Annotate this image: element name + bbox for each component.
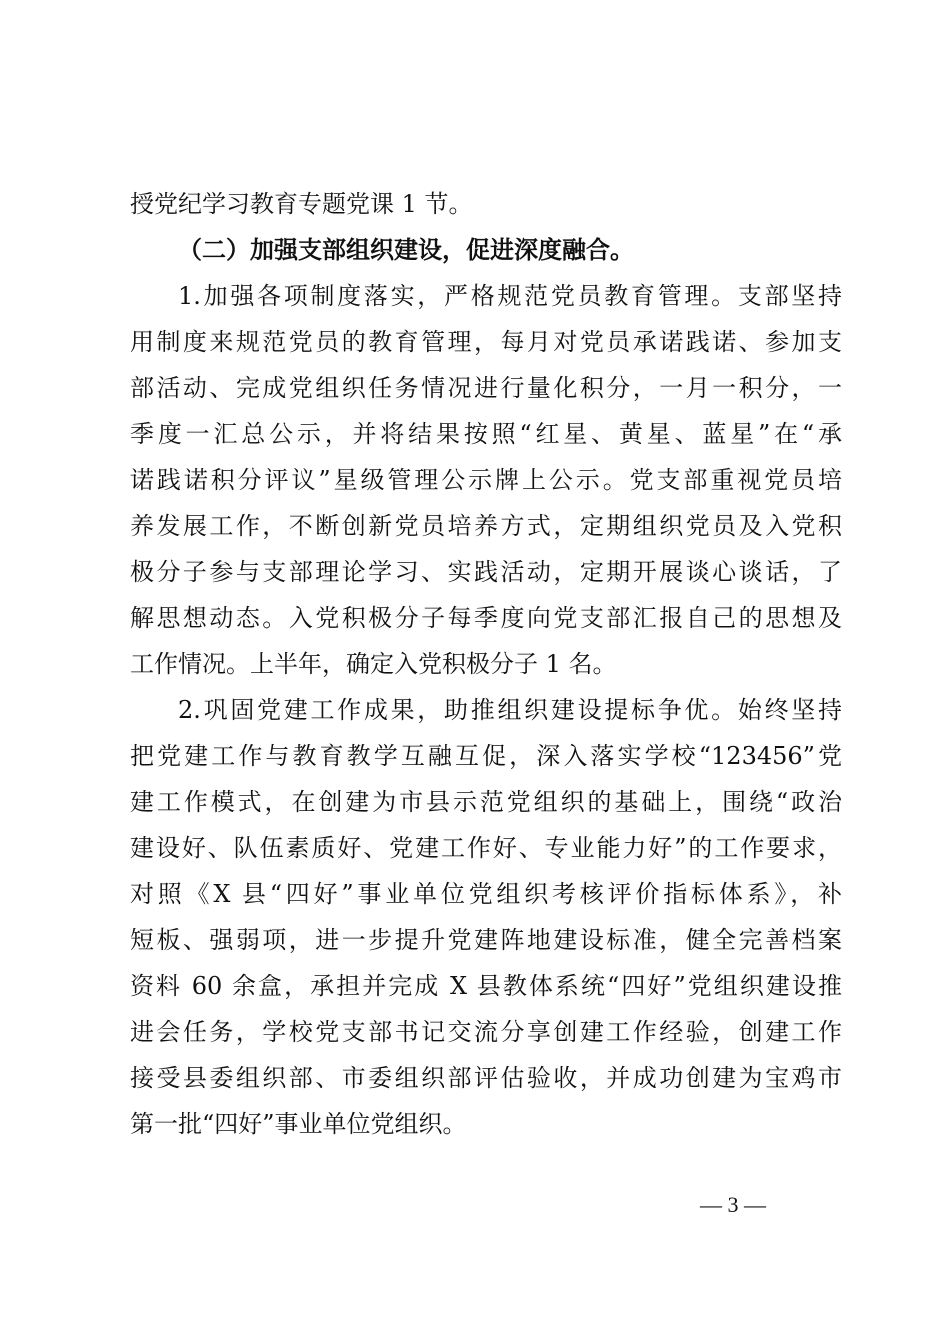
paragraph-line: 工作情况。上半年，确定入党积极分子 1 名。 bbox=[130, 650, 617, 678]
paragraph-line: 短板、强弱项，进一步提升党建阵地建设标准，健全完善档案 bbox=[130, 926, 842, 954]
paragraph-line: 资料 60 余盒，承担并完成 X 县教体系统“四好”党组织建设推 bbox=[130, 972, 842, 1000]
paragraph-line: 建设好、队伍素质好、党建工作好、专业能力好”的工作要求， bbox=[130, 834, 842, 862]
paragraph-line: 第一批“四好”事业单位党组织。 bbox=[130, 1110, 467, 1138]
paragraph-line: 2.巩固党建工作成果，助推组织建设提标争优。始终坚持 bbox=[178, 696, 842, 724]
paragraph-line: 建工作模式，在创建为市县示范党组织的基础上，围绕“政治 bbox=[130, 788, 842, 816]
page-number: — 3 — bbox=[700, 1192, 766, 1217]
paragraph-line: 进会任务，学校党支部书记交流分享创建工作经验，创建工作 bbox=[130, 1018, 842, 1046]
paragraph-line: 诺践诺积分评议”星级管理公示牌上公示。党支部重视党员培 bbox=[130, 466, 842, 494]
section-heading: （二）加强支部组织建设，促进深度融合。 bbox=[178, 235, 634, 264]
paragraph-line: 养发展工作，不断创新党员培养方式，定期组织党员及入党积 bbox=[130, 512, 842, 540]
paragraph-line: 接受县委组织部、市委组织部评估验收，并成功创建为宝鸡市 bbox=[130, 1064, 842, 1092]
paragraph-line: 用制度来规范党员的教育管理，每月对党员承诺践诺、参加支 bbox=[130, 328, 842, 356]
paragraph-line: 解思想动态。入党积极分子每季度向党支部汇报自己的思想及 bbox=[130, 604, 842, 632]
document-body bbox=[130, 181, 842, 1147]
paragraph-line: 对照《X 县“四好”事业单位党组织考核评价指标体系》，补 bbox=[130, 880, 842, 908]
paragraph-line: 部活动、完成党组织任务情况进行量化积分，一月一积分，一 bbox=[130, 374, 842, 402]
paragraph-line: 授党纪学习教育专题党课 1 节。 bbox=[130, 190, 473, 218]
paragraph-line: 1.加强各项制度落实，严格规范党员教育管理。支部坚持 bbox=[178, 282, 842, 310]
paragraph-line: 季度一汇总公示，并将结果按照“红星、黄星、蓝星”在“承 bbox=[130, 420, 842, 448]
paragraph-line: 把党建工作与教育教学互融互促，深入落实学校“123456”党 bbox=[130, 742, 842, 770]
paragraph-line: 极分子参与支部理论学习、实践活动，定期开展谈心谈话，了 bbox=[130, 558, 842, 586]
